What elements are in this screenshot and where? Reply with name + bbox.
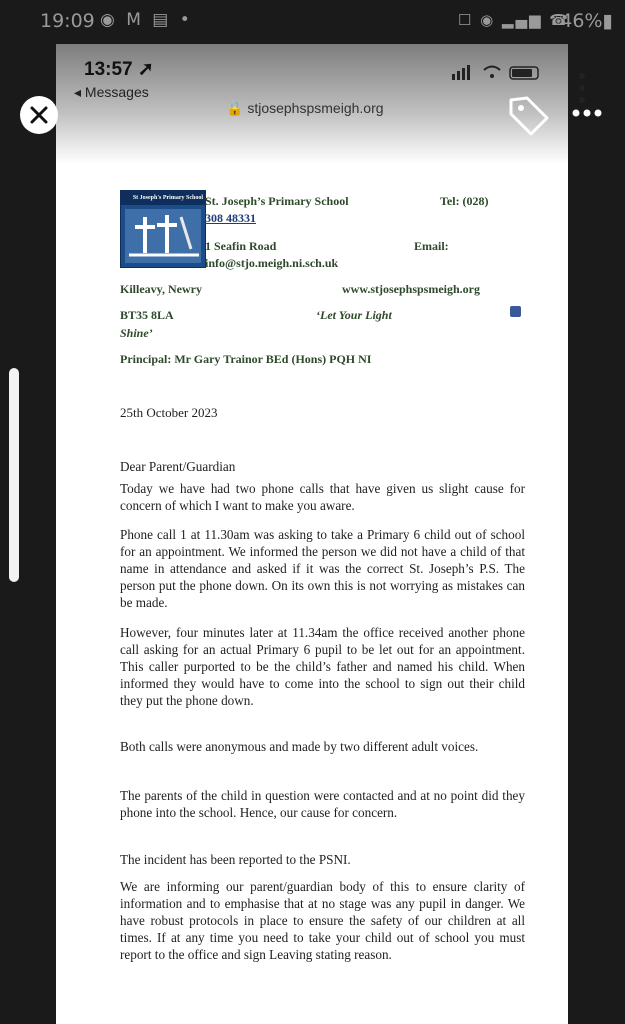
paragraph: However, four minutes later at 11.34am the office received another phone call asking for an actual Primary 6 pupil to be let out for an appointment. This caller purported to be the child’s father and named his child. When informed they would have to come into the school to sign out their child they put the phone down. [120, 625, 525, 708]
paragraph: The incident has been reported to the PSNI. [120, 852, 351, 867]
close-icon [29, 105, 49, 125]
facebook-icon[interactable] [510, 306, 521, 317]
scrollbar[interactable] [9, 368, 19, 582]
postcode: BT35 8LA [120, 308, 174, 322]
school-name: St. Joseph’s Primary School [205, 194, 349, 208]
cross-logo-icon [121, 205, 205, 267]
salutation: Dear Parent/Guardian [120, 459, 236, 474]
address-line: 1 Seafin Road [205, 239, 277, 253]
email-label: Email: [414, 239, 449, 253]
paragraph: We are informing our parent/guardian body of this to ensure clarity of information and to emphasise that at no stage was any pupil in danger. We have robust protocols in place to ensure the safety of our children at all times. If at any time you need to take your child out of school you must report to the office and sign Leaving stating reason. [120, 879, 525, 962]
url-bar: 🔒 stjosephspsmeigh.org [226, 100, 384, 116]
device-status-bar [0, 0, 625, 44]
email-address: info@stjo.meigh.ni.sch.uk [205, 256, 339, 270]
tag-icon[interactable] [505, 92, 551, 138]
messages-back-link: ◂ Messages [74, 84, 149, 100]
close-button[interactable] [20, 96, 58, 134]
motto-line-1: ‘Let Your Light [316, 308, 392, 322]
more-options-icon[interactable] [570, 98, 604, 128]
device-clock: 19:09 [40, 10, 95, 32]
url-text: stjosephspsmeigh.org [247, 100, 384, 116]
paragraph: The parents of the child in question were contacted and at no point did they phone into the school. Hence, our cause for concern. [120, 788, 525, 820]
paragraph: Both calls were anonymous and made by two different adult voices. [120, 739, 479, 754]
paragraph: Phone call 1 at 11.30am was asking to take a Primary 6 child out of school for an appointment. We informed the person we did not have a child of that name in attendance and asked if it was the correct St. Joseph’s P.S. The person put the phone down. On its own this is not worrying as mistakes can be made. [120, 527, 525, 610]
inner-status-icons [452, 64, 544, 80]
letter-date: 25th October 2023 [120, 405, 218, 420]
image-frame [56, 44, 568, 1024]
battery-level: 46%▮ [560, 10, 613, 32]
principal-line: Principal: Mr Gary Trainor BEd (Hons) PQH NI [120, 352, 372, 366]
school-logo [120, 190, 206, 268]
tel-label: Tel: (028) [440, 194, 489, 208]
inner-clock: 13:57 ➚ [84, 59, 154, 80]
website-link[interactable]: www.stjosephspsmeigh.org [342, 282, 481, 296]
logo-strip-text: St Joseph's Primary School [121, 191, 205, 205]
motto-line-2: Shine’ [120, 326, 153, 340]
notification-icons: ◉ M ▤ • [100, 10, 193, 30]
signal-wifi-icons: ☐ ◉ ▂▄▆ ☎ [457, 11, 570, 29]
tel-number-link[interactable]: 308 48331 [205, 211, 256, 225]
paragraph: Today we have had two phone calls that have given us slight cause for concern of which I want to make you aware. [120, 481, 525, 513]
town-line: Killeavy, Newry [120, 282, 202, 296]
